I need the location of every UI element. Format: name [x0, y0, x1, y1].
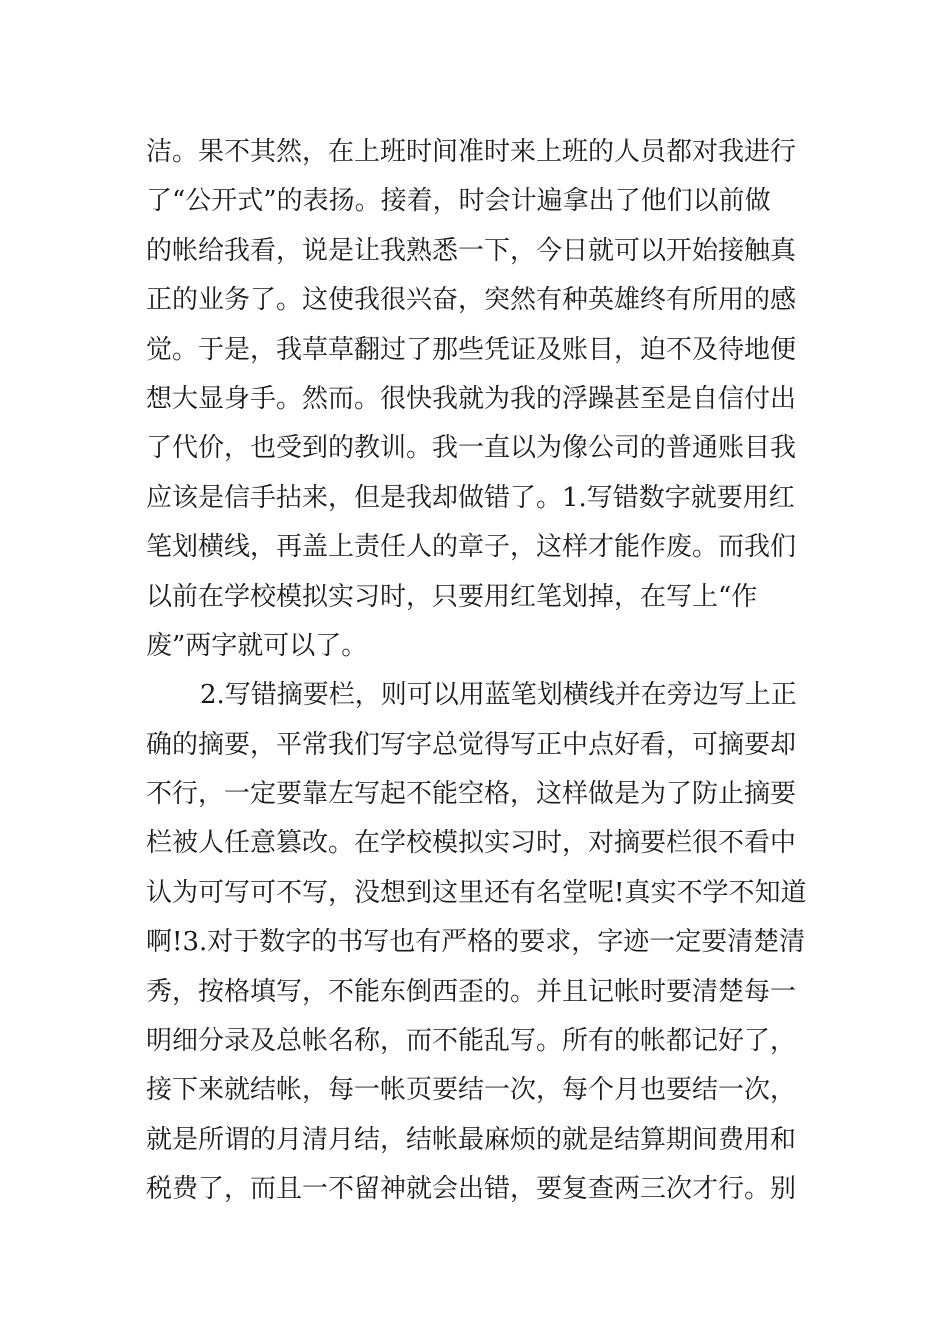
text-line: 税费了，而且一不留神就会出错，要复查两三次才行。别	[146, 1174, 797, 1205]
text-line: 了“公开式”的表扬。接着，时会计遍拿出了他们以前做	[146, 186, 771, 217]
text-line: 确的摘要，平常我们写字总觉得写正中点好看，可摘要却	[146, 729, 797, 760]
text-line: 了代价，也受到的教训。我一直以为像公司的普通账目我	[146, 433, 797, 464]
text-line: 栏被人任意篡改。在学校模拟实习时，对摘要栏很不看中	[146, 828, 797, 859]
text-line: 认为可写可不写，没想到这里还有名堂呢!真实不学不知道	[146, 877, 807, 908]
text-line: 以前在学校模拟实习时，只要用红笔划掉，在写上“作	[146, 581, 758, 612]
text-line: 明细分录及总帐名称，而不能乱写。所有的帐都记好了，	[146, 1026, 797, 1057]
text-line: 正的业务了。这使我很兴奋，突然有种英雄终有所用的感	[146, 285, 797, 316]
text-line: 废”两字就可以了。	[146, 630, 368, 661]
text-line: 觉。于是，我草草翻过了那些凭证及账目，迫不及待地便	[146, 334, 797, 365]
text-line: 就是所谓的月清月结，结帐最麻烦的就是结算期间费用和	[146, 1124, 797, 1155]
text-line: 洁。果不其然，在上班时间准时来上班的人员都对我进行	[146, 137, 797, 167]
text-line: 的帐给我看，说是让我熟悉一下，今日就可以开始接触真	[146, 235, 797, 266]
text-line: 想大显身手。然而。很快我就为我的浮躁甚至是自信付出	[146, 383, 797, 414]
text-line: 接下来就结帐，每一帐页要结一次，每个月也要结一次，	[146, 1075, 797, 1106]
text-line: 2.写错摘要栏，则可以用蓝笔划横线并在旁边写上正	[200, 680, 797, 711]
text-line: 啊!3.对于数字的书写也有严格的要求，字迹一定要清楚清	[146, 927, 806, 958]
text-line: 不行，一定要靠左写起不能空格，这样做是为了防止摘要	[146, 779, 797, 810]
paragraph-1	[146, 128, 816, 671]
text-line: 应该是信手拈来，但是我却做错了。1.写错数字就要用红	[146, 482, 795, 513]
text-line: 秀，按格填写，不能东倒西歪的。并且记帐时要清楚每一	[146, 976, 797, 1007]
text-line: 笔划横线，再盖上责任人的章子，这样才能作废。而我们	[146, 532, 797, 563]
body-text	[146, 128, 816, 1215]
paragraph-2	[146, 671, 816, 1214]
